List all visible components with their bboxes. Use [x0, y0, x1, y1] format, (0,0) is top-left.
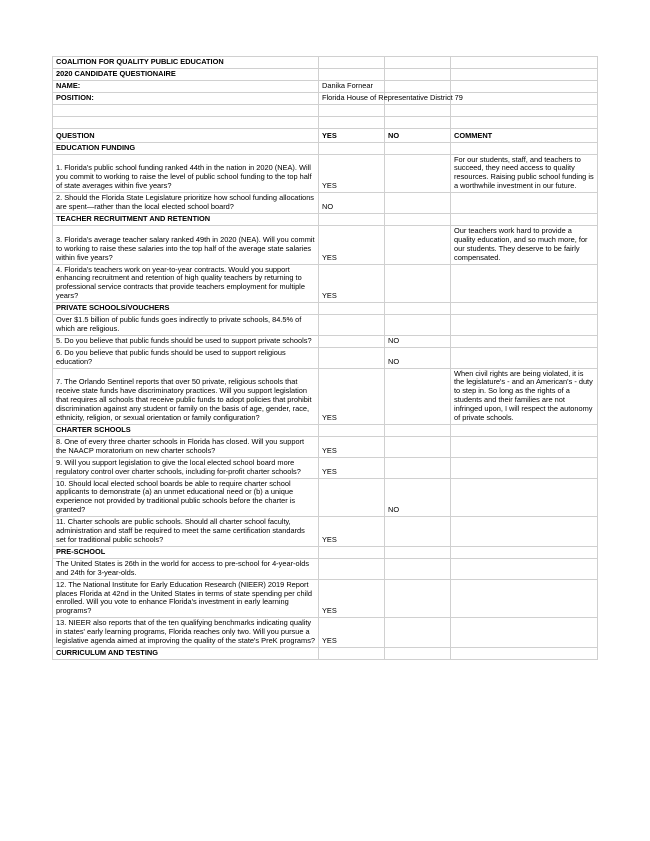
question-text: The United States is 26th in the world for access to pre-school for 4-year-olds and 24th for 3-year-olds.	[53, 558, 319, 579]
comment-text	[451, 264, 598, 303]
column-header-question: QUESTION	[53, 128, 319, 142]
section-heading: EDUCATION FUNDING	[53, 142, 319, 154]
question-row	[53, 478, 598, 517]
question-row	[53, 457, 598, 478]
questionnaire-subtitle: 2020 CANDIDATE QUESTIONAIRE	[53, 68, 319, 80]
question-text: 9. Will you support legislation to give the local elected school board more regulatory control over charter schools, including for-profit charter schools?	[53, 457, 319, 478]
question-row	[53, 193, 598, 214]
comment-text	[451, 193, 598, 214]
comment-text: When civil rights are being violated, it is the legislature's - and an American's - duty to step in. So long as the rights of a students and their families are not infringed upon, I will respect the autonomy of private schools.	[451, 368, 598, 424]
question-text: 8. One of every three charter schools in Florida has closed. Will you support the NAACP moratorium on new charter schools?	[53, 436, 319, 457]
empty-cell	[451, 647, 598, 659]
comment-text	[451, 315, 598, 336]
empty-cell	[451, 425, 598, 437]
no-answer	[385, 264, 451, 303]
section-heading: TEACHER RECRUITMENT AND RETENTION	[53, 213, 319, 225]
question-text: Over $1.5 billion of public funds goes indirectly to private schools, 84.5% of which are religious.	[53, 315, 319, 336]
empty-cell	[451, 546, 598, 558]
question-row	[53, 558, 598, 579]
question-text: 3. Florida's average teacher salary ranked 49th in 2020 (NEA). Will you commit to working to raise these salaries into the top half of the average state salaries within five years?	[53, 225, 319, 264]
no-answer	[385, 368, 451, 424]
no-answer	[385, 579, 451, 618]
question-row	[53, 154, 598, 193]
section-heading: PRIVATE SCHOOLS/VOUCHERS	[53, 303, 319, 315]
empty-cell	[319, 213, 385, 225]
question-row	[53, 368, 598, 424]
empty-cell	[319, 647, 385, 659]
yes-answer: NO	[319, 193, 385, 214]
section-heading: CURRICULUM AND TESTING	[53, 647, 319, 659]
yes-answer: YES	[319, 579, 385, 618]
yes-answer: YES	[319, 264, 385, 303]
questionnaire-sheet	[52, 56, 598, 660]
section-row	[53, 142, 598, 154]
position-value: Florida House of Representative District 79	[319, 92, 385, 104]
no-answer	[385, 315, 451, 336]
section-row	[53, 425, 598, 437]
question-text: 4. Florida's teachers work on year-to-year contracts. Would you support enhancing recruitment and retention of high quality teachers by returning to professional service contracts that provide teachers employment for multiple years?	[53, 264, 319, 303]
question-text: 13. NIEER also reports that of the ten qualifying benchmarks indicating quality in states' early learning programs, Florida reaches only two. Will you pursue a legislative agenda aimed at improving the quality of the state's PreK programs?	[53, 618, 319, 648]
comment-text: For our students, staff, and teachers to succeed, they need access to quality resources. Raising public school funding is a worthwhile investment in our future.	[451, 154, 598, 193]
empty-cell	[385, 647, 451, 659]
question-text: 6. Do you believe that public funds should be used to support religious education?	[53, 347, 319, 368]
section-row	[53, 647, 598, 659]
name-value: Danika Fornear	[319, 80, 385, 92]
comment-text	[451, 558, 598, 579]
empty-cell	[319, 303, 385, 315]
empty-cell	[451, 303, 598, 315]
column-header-no: NO	[385, 128, 451, 142]
name-label: NAME:	[53, 80, 319, 92]
no-answer	[385, 457, 451, 478]
yes-answer	[319, 558, 385, 579]
question-text: 2. Should the Florida State Legislature prioritize how school funding allocations are spent—rather than the local elected school board?	[53, 193, 319, 214]
question-text: 12. The National Institute for Early Education Research (NIEER) 2019 Report places Florida at 42nd in the United States in terms of state spending per child enrolled. Will you vote to enhance Florida's investment in early learning programs?	[53, 579, 319, 618]
comment-text: Our teachers work hard to provide a quality education, and so much more, for our students. They deserve to be fairly compensated.	[451, 225, 598, 264]
no-answer: NO	[385, 478, 451, 517]
section-row	[53, 546, 598, 558]
header-block	[53, 57, 598, 143]
yes-answer	[319, 478, 385, 517]
question-text: 11. Charter schools are public schools. Should all charter school faculty, administration and staff be required to meet the same certification standards set for traditional public schools?	[53, 517, 319, 547]
empty-cell	[451, 213, 598, 225]
empty-cell	[319, 546, 385, 558]
comment-text	[451, 436, 598, 457]
section-heading: PRE-SCHOOL	[53, 546, 319, 558]
no-answer	[385, 517, 451, 547]
question-row	[53, 579, 598, 618]
comment-text	[451, 335, 598, 347]
yes-answer: YES	[319, 154, 385, 193]
no-answer	[385, 558, 451, 579]
empty-cell	[385, 546, 451, 558]
comment-text	[451, 478, 598, 517]
column-header-comment: COMMENT	[451, 128, 598, 142]
yes-answer: YES	[319, 517, 385, 547]
empty-cell	[385, 213, 451, 225]
yes-answer	[319, 335, 385, 347]
empty-cell	[319, 142, 385, 154]
no-answer	[385, 225, 451, 264]
empty-cell	[385, 142, 451, 154]
question-row	[53, 264, 598, 303]
comment-text	[451, 347, 598, 368]
position-label: POSITION:	[53, 92, 319, 104]
question-row	[53, 315, 598, 336]
yes-answer: YES	[319, 225, 385, 264]
empty-cell	[451, 142, 598, 154]
no-answer: NO	[385, 335, 451, 347]
comment-text	[451, 579, 598, 618]
empty-cell	[385, 303, 451, 315]
questionnaire-table	[52, 56, 598, 660]
question-row	[53, 618, 598, 648]
question-row	[53, 517, 598, 547]
empty-cell	[319, 425, 385, 437]
empty-cell	[385, 425, 451, 437]
question-rows	[53, 142, 598, 659]
section-row	[53, 213, 598, 225]
question-text: 10. Should local elected school boards be able to require charter school applicants to demonstrate (a) an unmet educational need or (b) a unique experience not provided by traditional public schools before the charter is granted?	[53, 478, 319, 517]
column-header-yes: YES	[319, 128, 385, 142]
no-answer	[385, 193, 451, 214]
question-text: 5. Do you believe that public funds should be used to support private schools?	[53, 335, 319, 347]
question-text: 1. Florida's public school funding ranked 44th in the nation in 2020 (NEA). Will you commit to working to raise the level of public school funding to the top half of state averages within five years?	[53, 154, 319, 193]
section-row	[53, 303, 598, 315]
no-answer: NO	[385, 347, 451, 368]
question-row	[53, 225, 598, 264]
yes-answer: YES	[319, 368, 385, 424]
yes-answer	[319, 315, 385, 336]
no-answer	[385, 436, 451, 457]
question-row	[53, 436, 598, 457]
comment-text	[451, 618, 598, 648]
section-heading: CHARTER SCHOOLS	[53, 425, 319, 437]
no-answer	[385, 154, 451, 193]
question-row	[53, 335, 598, 347]
org-title: COALITION FOR QUALITY PUBLIC EDUCATION	[53, 57, 319, 69]
comment-text	[451, 517, 598, 547]
yes-answer: YES	[319, 457, 385, 478]
question-row	[53, 347, 598, 368]
no-answer	[385, 618, 451, 648]
question-text: 7. The Orlando Sentinel reports that over 50 private, religious schools that receive state funds have discriminatory practices. Will you support legislation that requires all schools that receive public funds to adopt policies that prohibit discrimination against any student or family on the basis of age, gender, race, ethnicity, religion, or sexual orientation or family configuration?	[53, 368, 319, 424]
yes-answer: YES	[319, 436, 385, 457]
comment-text	[451, 457, 598, 478]
yes-answer: YES	[319, 618, 385, 648]
yes-answer	[319, 347, 385, 368]
